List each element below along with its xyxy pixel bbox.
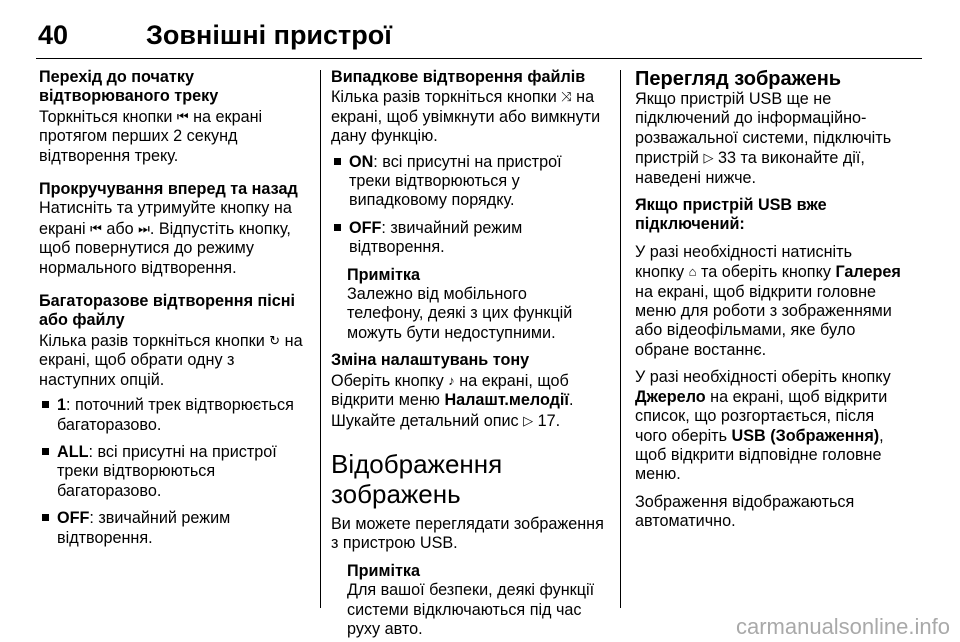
column-1 xyxy=(39,68,307,556)
paragraph: У разі необхідності оберіть кнопку Джерело на екрані, щоб відкрити список, що розгортається, після чого оберіть USB (Зображення), щоб відкрити відповідне головне меню. xyxy=(635,368,891,484)
column-3 xyxy=(635,68,905,532)
paragraph: У разі необхідності натисніть кнопку ⌂ та оберіть кнопку Галерея на екрані, щоб відкрити головне меню для роботи з зображеннями або відеофільмами, яке було обране востаннє. xyxy=(635,242,901,359)
section-heading: Перехід до початку відтворюваного треку xyxy=(39,68,219,106)
reference-arrow-icon: ▷ xyxy=(703,150,714,166)
note xyxy=(347,562,607,640)
list-item: ALL: всі присутні на пристрої треки відтворюються багаторазово. xyxy=(39,443,307,501)
list-item: ON: всі присутні на пристрої треки відтворюються у випадковому порядку. xyxy=(331,153,607,211)
section-heading: Випадкове відтворення файлів xyxy=(331,68,586,86)
paragraph: Зображення відображаються автоматично. xyxy=(635,492,855,531)
list-item: 1: поточний трек відтворюється багаторазово. xyxy=(39,396,307,435)
note-text: Для вашої безпеки, деякі функції системи відключаються під час руху авто. xyxy=(347,581,595,638)
skip-back-icon: ⏮ xyxy=(90,220,102,236)
page-number: 40 xyxy=(38,20,69,50)
skip-back-icon: ⏮ xyxy=(176,108,189,124)
note xyxy=(347,266,607,344)
paragraph: Якщо пристрій USB ще не підключений до інформаційно-розважальної системи, підключіть пристрій ▷ 33 та виконайте дії, наведені нижче. xyxy=(635,90,892,187)
bullet-icon xyxy=(334,158,341,165)
watermark: carmanualsonline.info xyxy=(735,614,950,639)
chapter-title: Відображення зображень xyxy=(331,448,503,509)
list-item: OFF: звичайний режим відтворення. xyxy=(39,509,307,548)
section-heading: Зміна налаштувань тону xyxy=(331,351,530,370)
note-text: Залежно від мобільного телефону, деякі з цих функцій можуть бути недоступними. xyxy=(347,285,573,342)
bullet-icon xyxy=(42,401,49,408)
column-2 xyxy=(331,68,607,639)
paragraph: Торкніться кнопки ⏮ на екрані протягом перших 2 секунд відтворення треку. xyxy=(39,107,263,165)
repeat-icon: ↻ xyxy=(269,332,281,348)
paragraph: Кілька разів торкніться кнопки ↻ на екрані, щоб обрати одну з наступних опцій. xyxy=(39,331,303,389)
skip-forward-icon: ⏭ xyxy=(138,220,150,236)
tone-settings-icon: ♪ xyxy=(448,372,455,388)
bullet-icon xyxy=(42,514,49,521)
paragraph: Натисніть та утримуйте кнопку на екрані ⏮ або ⏭. Відпустіть кнопку, щоб повернутися до режиму нормального відтворення. xyxy=(39,199,292,277)
reference-arrow-icon: ▷ xyxy=(523,412,534,428)
section-heading: Прокручування вперед та назад xyxy=(39,180,298,199)
column-divider xyxy=(620,70,621,608)
section-heading: Багаторазове відтворення пісні або файлу xyxy=(39,292,296,330)
bullet-icon xyxy=(42,448,49,455)
note-label: Примітка xyxy=(347,561,420,580)
option-list xyxy=(39,396,307,548)
bullet-icon xyxy=(334,224,341,231)
home-icon: ⌂ xyxy=(688,264,697,280)
option-list xyxy=(331,153,607,258)
column-divider xyxy=(320,70,321,608)
section-heading: Перегляд зображень xyxy=(635,68,842,90)
list-item: OFF: звичайний режим відтворення. xyxy=(331,219,607,258)
paragraph: Кілька разів торкніться кнопки ⤨ на екрані, щоб увімкнути або вимкнути дану функцію. xyxy=(331,88,601,146)
page-title: Зовнішні пристрої xyxy=(146,20,392,50)
paragraph: Ви можете переглядати зображення з пристрою USB. xyxy=(331,514,604,553)
sub-heading: Якщо пристрій USB вже підключений: xyxy=(635,196,827,234)
note-label: Примітка xyxy=(347,265,420,284)
shuffle-icon: ⤨ xyxy=(561,89,572,105)
page-header xyxy=(36,10,922,59)
paragraph: Оберіть кнопку ♪ на екрані, щоб відкрити меню Налашт.мелодії. Шукайте детальний опис ▷ 17. xyxy=(331,371,574,430)
